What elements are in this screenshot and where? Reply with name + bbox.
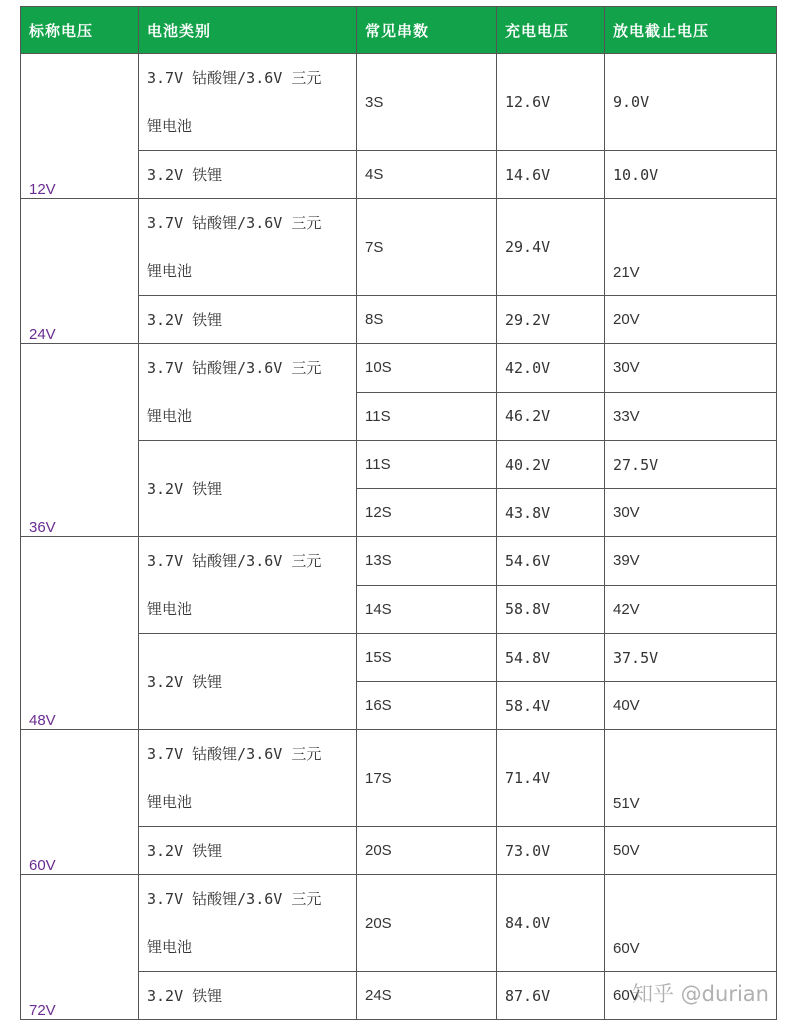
charge-voltage-cell: 71.4V [497,730,605,827]
battery-type-line: 3.7V 钴酸锂/3.6V 三元 [147,552,322,570]
battery-type-line: 锂电池 [147,407,193,425]
nominal-voltage-cell: 60V [21,730,139,875]
battery-type-line: 3.7V 钴酸锂/3.6V 三元 [147,745,322,763]
cutoff-voltage-cell: 37.5V [605,634,777,682]
battery-type-cell [139,730,357,827]
table-row [21,344,777,393]
battery-type-cell [139,344,357,441]
nominal-voltage-cell: 24V [21,199,139,344]
charge-voltage-cell: 46.2V [497,392,605,441]
charge-voltage-cell: 58.8V [497,585,605,634]
charge-voltage-cell: 54.8V [497,634,605,682]
battery-type-cell [139,875,357,972]
table-row [21,875,777,972]
charge-voltage-cell: 29.2V [497,296,605,344]
charge-voltage-cell: 42.0V [497,344,605,393]
series-count-cell: 24S [357,972,497,1020]
cutoff-voltage-cell: 50V [605,827,777,875]
table-row [21,199,777,296]
cutoff-voltage-cell: 9.0V [605,54,777,151]
table-header-row [21,7,777,54]
header-nominal-voltage: 标称电压 [21,7,139,54]
table-row [21,537,777,586]
battery-type-line: 锂电池 [147,600,193,618]
series-count-cell: 11S [357,441,497,489]
header-battery-type: 电池类别 [139,7,357,54]
series-count-cell: 20S [357,827,497,875]
nominal-voltage-cell: 36V [21,344,139,537]
header-series-count: 常见串数 [357,7,497,54]
charge-voltage-cell: 58.4V [497,682,605,730]
charge-voltage-cell: 12.6V [497,54,605,151]
battery-type-cell: 3.2V 铁锂 [139,151,357,199]
cutoff-voltage-cell: 51V [605,730,777,827]
battery-type-line: 锂电池 [147,262,193,280]
header-charge-voltage: 充电电压 [497,7,605,54]
battery-type-cell: 3.2V 铁锂 [139,827,357,875]
battery-type-line: 3.7V 钴酸锂/3.6V 三元 [147,214,322,232]
series-count-cell: 7S [357,199,497,296]
cutoff-voltage-cell: 39V [605,537,777,586]
battery-type-cell [139,537,357,634]
battery-type-line: 锂电池 [147,117,193,135]
series-count-cell: 14S [357,585,497,634]
series-count-cell: 10S [357,344,497,393]
charge-voltage-cell: 29.4V [497,199,605,296]
charge-voltage-cell: 14.6V [497,151,605,199]
table-row [21,54,777,151]
cutoff-voltage-cell: 60V [605,972,777,1020]
battery-type-cell: 3.2V 铁锂 [139,634,357,730]
nominal-voltage-cell: 12V [21,54,139,199]
battery-voltage-table [20,6,777,1020]
charge-voltage-cell: 40.2V [497,441,605,489]
header-cutoff-voltage: 放电截止电压 [605,7,777,54]
series-count-cell: 8S [357,296,497,344]
series-count-cell: 11S [357,392,497,441]
series-count-cell: 3S [357,54,497,151]
battery-type-line: 3.7V 钴酸锂/3.6V 三元 [147,359,322,377]
charge-voltage-cell: 43.8V [497,489,605,537]
series-count-cell: 17S [357,730,497,827]
cutoff-voltage-cell: 33V [605,392,777,441]
cutoff-voltage-cell: 10.0V [605,151,777,199]
cutoff-voltage-cell: 30V [605,344,777,393]
battery-type-cell: 3.2V 铁锂 [139,441,357,537]
battery-type-cell: 3.2V 铁锂 [139,972,357,1020]
series-count-cell: 4S [357,151,497,199]
nominal-voltage-cell: 48V [21,537,139,730]
series-count-cell: 16S [357,682,497,730]
cutoff-voltage-cell: 42V [605,585,777,634]
cutoff-voltage-cell: 60V [605,875,777,972]
battery-type-line: 3.7V 钴酸锂/3.6V 三元 [147,69,322,87]
cutoff-voltage-cell: 21V [605,199,777,296]
nominal-voltage-cell: 72V [21,875,139,1020]
cutoff-voltage-cell: 40V [605,682,777,730]
battery-type-cell [139,199,357,296]
zhihu-watermark: 知乎 @durian [632,982,769,1006]
battery-type-line: 3.7V 钴酸锂/3.6V 三元 [147,890,322,908]
cutoff-voltage-cell: 27.5V [605,441,777,489]
series-count-cell: 12S [357,489,497,537]
cutoff-voltage-cell: 30V [605,489,777,537]
battery-type-cell: 3.2V 铁锂 [139,296,357,344]
table-row [21,730,777,827]
series-count-cell: 13S [357,537,497,586]
charge-voltage-cell: 87.6V [497,972,605,1020]
battery-type-cell [139,54,357,151]
charge-voltage-cell: 73.0V [497,827,605,875]
charge-voltage-cell: 84.0V [497,875,605,972]
battery-type-line: 锂电池 [147,938,193,956]
series-count-cell: 20S [357,875,497,972]
cutoff-voltage-cell: 20V [605,296,777,344]
series-count-cell: 15S [357,634,497,682]
charge-voltage-cell: 54.6V [497,537,605,586]
battery-type-line: 锂电池 [147,793,193,811]
